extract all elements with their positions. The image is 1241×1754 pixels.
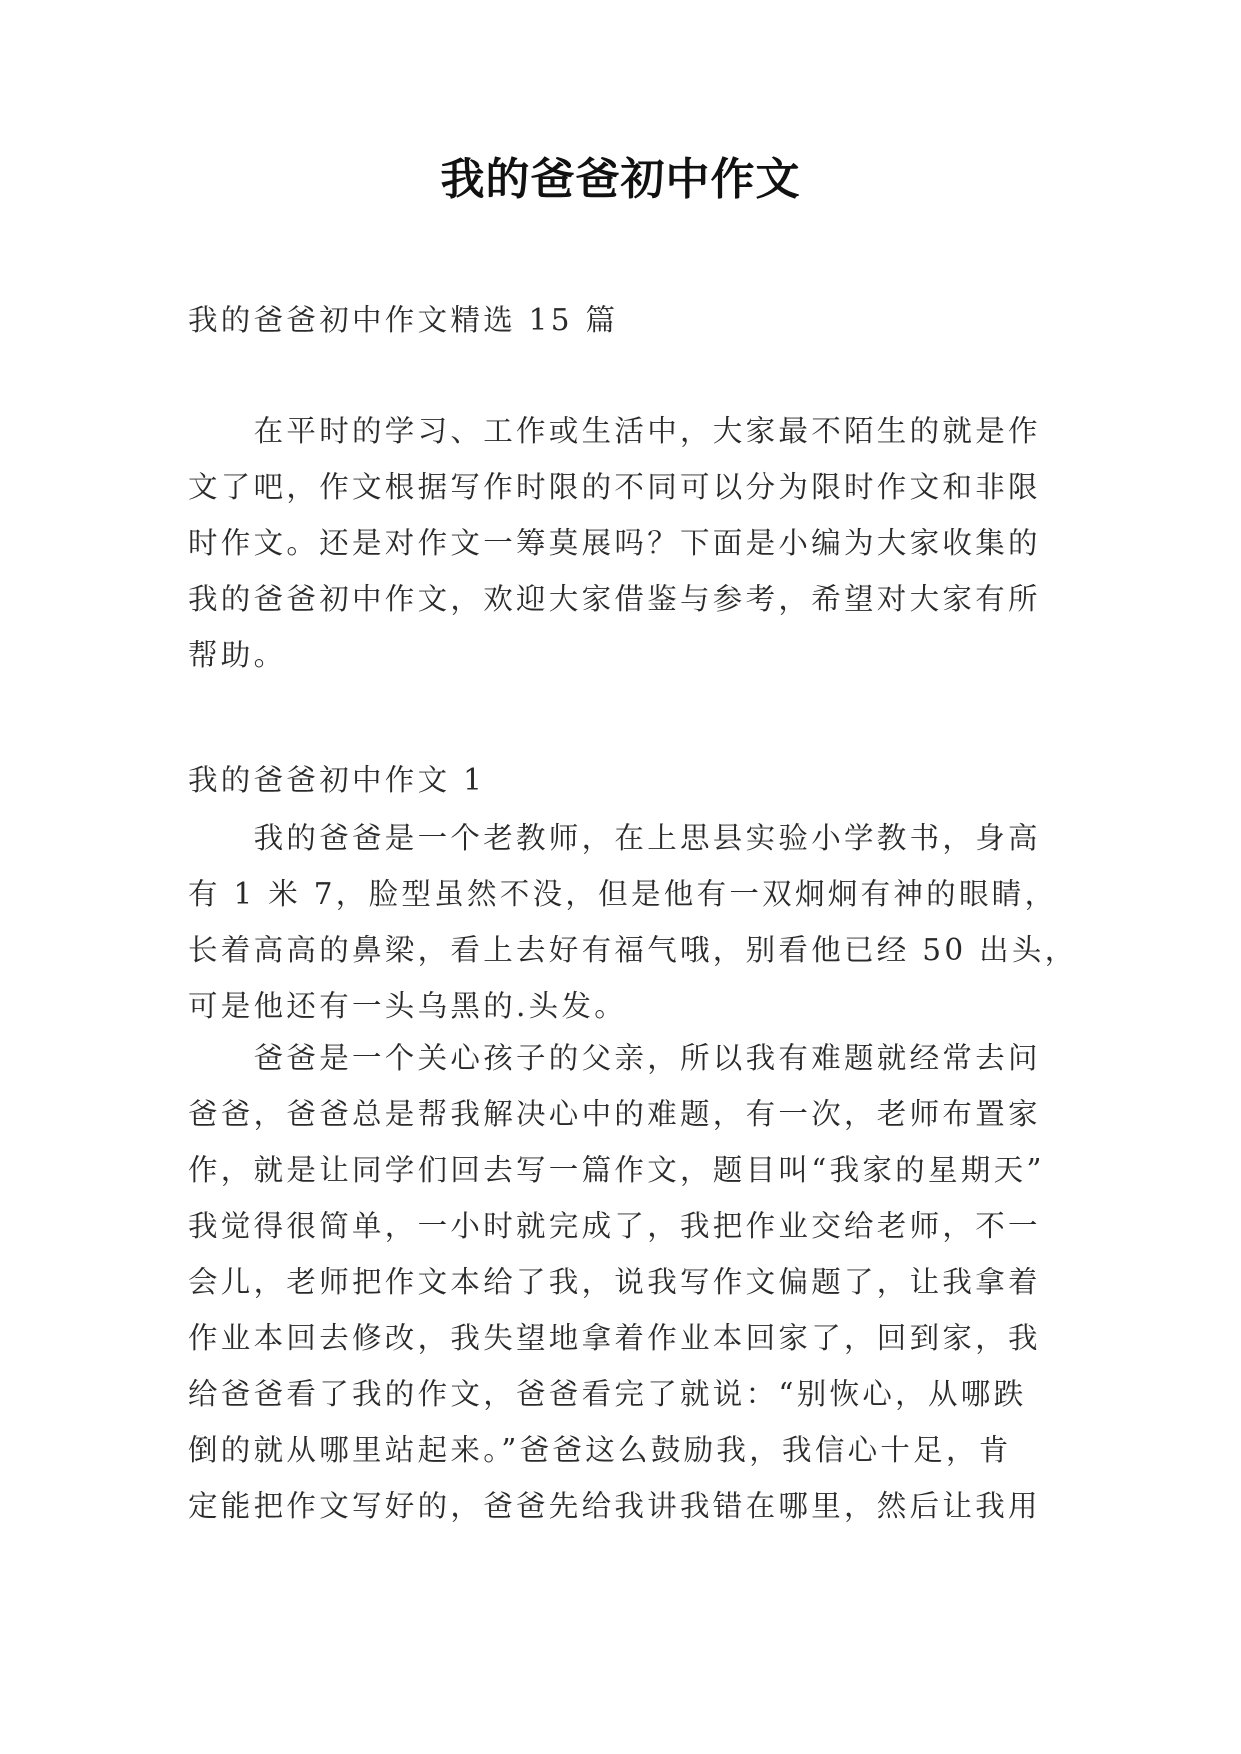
paragraph-line: 作业本回去修改，我失望地拿着作业本回家了，回到家，我 (188, 1321, 1041, 1355)
intro-line: 在平时的学习、工作或生活中，大家最不陌生的就是作 (188, 414, 1041, 448)
paragraph-line: 爸爸是一个关心孩子的父亲，所以我有难题就经常去问 (188, 1041, 1041, 1075)
paragraph-line: 倒的就从哪里站起来。”爸爸这么鼓励我，我信心十足，肯 (188, 1433, 1012, 1467)
intro-line: 时作文。还是对作文一筹莫展吗？下面是小编为大家收集的 (188, 526, 1041, 560)
essay-paragraph-2 (188, 1030, 1078, 1534)
paragraph-line: 定能把作文写好的，爸爸先给我讲我错在哪里，然后让我用 (188, 1489, 1041, 1523)
intro-paragraph (188, 403, 1078, 683)
section-heading (188, 752, 1078, 808)
section-heading-text: 我的爸爸初中作文 1 (188, 763, 486, 797)
intro-line: 帮助。 (188, 638, 287, 672)
intro-line: 我的爸爸初中作文，欢迎大家借鉴与参考，希望对大家有所 (188, 582, 1041, 616)
paragraph-line: 会儿，老师把作文本给了我，说我写作文偏题了，让我拿着 (188, 1265, 1041, 1299)
document-subtitle (188, 292, 1078, 348)
essay-paragraph-1 (188, 810, 1078, 1034)
paragraph-line: 我觉得很简单，一小时就完成了，我把作业交给老师，不一 (188, 1209, 1041, 1243)
paragraph-line: 长着高高的鼻梁，看上去好有福气哦，别看他已经 50 出头， (188, 933, 1078, 967)
paragraph-line: 有 1 米 7，脸型虽然不没，但是他有一双炯炯有神的眼睛， (188, 877, 1058, 911)
intro-line: 文了吧，作文根据写作时限的不同可以分为限时作文和非限 (188, 470, 1041, 504)
paragraph-line: 给爸爸看了我的作文，爸爸看完了就说：“别恢心，从哪跌 (188, 1377, 1027, 1411)
paragraph-line: 爸爸，爸爸总是帮我解决心中的难题，有一次，老师布置家 (188, 1097, 1041, 1131)
paragraph-line: 作，就是让同学们回去写一篇作文，题目叫“我家的星期天” (188, 1153, 1045, 1187)
subtitle-line: 我的爸爸初中作文精选 15 篇 (188, 303, 619, 337)
document-title: 我的爸爸初中作文 (440, 154, 801, 205)
paragraph-line: 我的爸爸是一个老教师，在上思县实验小学教书，身高 (188, 821, 1041, 855)
paragraph-line: 可是他还有一头乌黑的.头发。 (188, 989, 628, 1023)
